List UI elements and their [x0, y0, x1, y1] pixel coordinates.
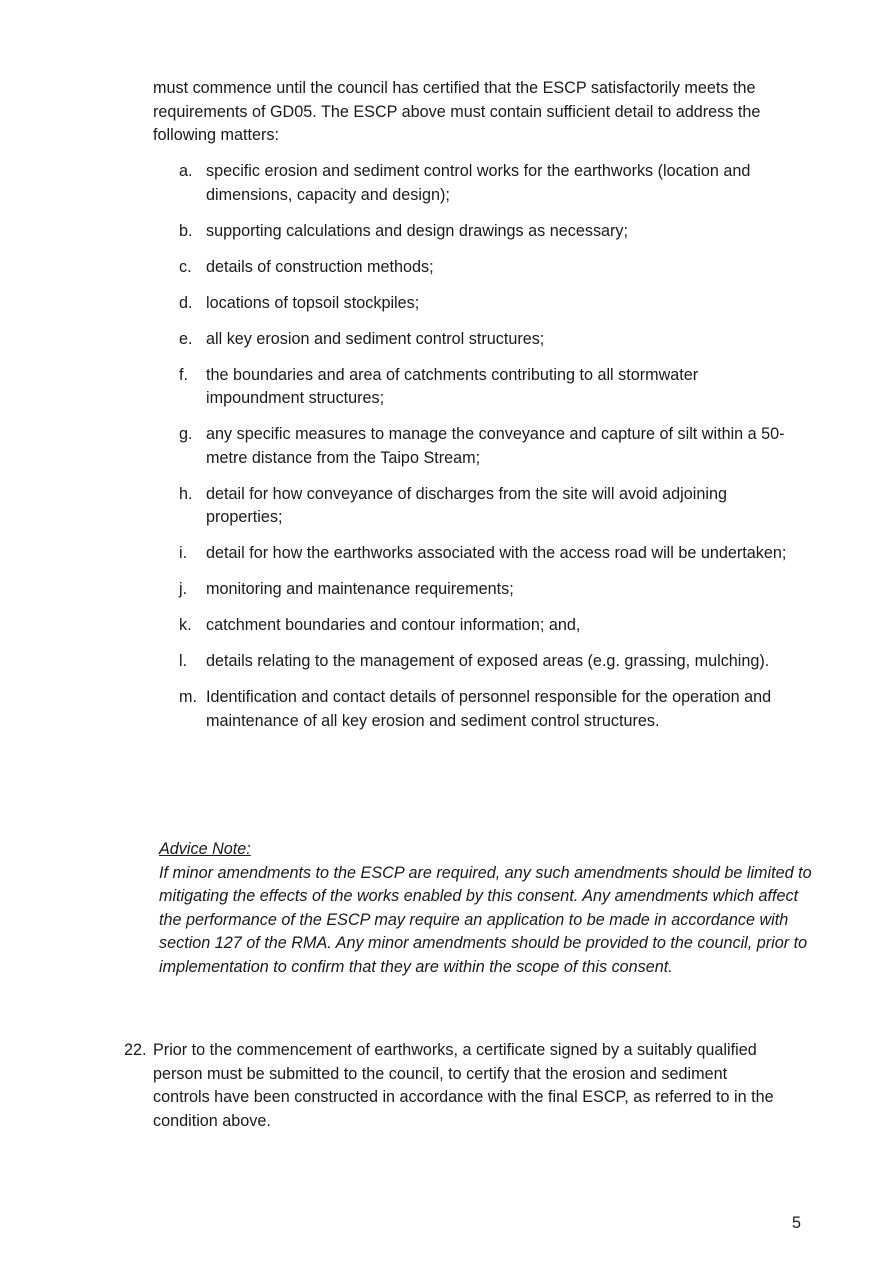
list-item — [0, 483, 796, 530]
condition-22 — [0, 1039, 880, 1133]
list-item-text: locations of topsoil stockpiles; — [206, 293, 420, 312]
list-item — [0, 686, 796, 733]
matters-list — [0, 160, 880, 746]
condition-number: 22. — [124, 1041, 147, 1059]
list-marker: a. — [179, 162, 193, 180]
intro-paragraph: must commence until the council has certified that the ESCP satisfactorily meets the requirements of GD05. The ESCP above must contain sufficient detail to address the following matters: — [153, 79, 761, 144]
list-item-text: all key erosion and sediment control structures; — [206, 329, 545, 348]
list-item-text: details of construction methods; — [206, 257, 434, 276]
list-marker: g. — [179, 425, 193, 443]
list-marker: f. — [179, 365, 188, 384]
list-marker: l. — [179, 652, 188, 670]
list-item — [0, 292, 796, 316]
list-item — [0, 160, 796, 207]
list-item-text: detail for how conveyance of discharges from the site will avoid adjoining properties; — [206, 484, 727, 526]
list-item-text: any specific measures to manage the conveyance and capture of silt within a 50-metre distance from the Taipo Stream; — [206, 425, 785, 467]
list-item — [0, 614, 796, 638]
condition-text: Prior to the commencement of earthworks, a certificate signed by a suitably qualified person must be submitted to the council, to certify that the erosion and sediment controls have been constructed in accordance with the final ESCP, as referred to in the condition above. — [153, 1041, 774, 1130]
list-marker: j. — [179, 580, 188, 598]
list-item — [0, 542, 796, 566]
page-number: 5 — [791, 1214, 801, 1232]
list-item-text: catchment boundaries and contour information; and, — [206, 616, 581, 634]
list-marker: k. — [179, 616, 192, 634]
list-item-text: Identification and contact details of personnel responsible for the operation and maintenance of all key erosion and sediment control structures. — [206, 688, 772, 730]
list-marker: h. — [179, 484, 193, 503]
list-item — [0, 578, 796, 602]
list-item — [0, 650, 796, 674]
list-item-text: detail for how the earthworks associated with the access road will be undertaken; — [206, 544, 787, 562]
list-marker: b. — [179, 221, 193, 240]
list-marker: e. — [179, 329, 193, 348]
list-item-text: supporting calculations and design drawings as necessary; — [206, 221, 629, 240]
advice-note-heading: Advice Note: — [159, 840, 251, 858]
list-marker: d. — [179, 293, 193, 312]
list-item — [0, 328, 796, 352]
list-marker: c. — [179, 257, 192, 276]
advice-note-body: If minor amendments to the ESCP are required, any such amendments should be limited to mitigating the effects of the works enabled by this consent. Any amendments which affect the performance of the ESCP may require an application to be made in accordance with section 127 of the RMA. Any minor amendments should be provided to the council, prior to implementation to confirm that they are within the scope of this consent. — [159, 863, 812, 976]
list-marker: i. — [179, 544, 188, 562]
list-item — [0, 423, 796, 470]
list-item — [0, 364, 796, 411]
list-item — [0, 220, 796, 244]
list-item-text: monitoring and maintenance requirements; — [206, 580, 514, 598]
list-marker: m. — [179, 688, 197, 706]
list-item-text: details relating to the management of exposed areas (e.g. grassing, mulching). — [206, 652, 770, 670]
list-item — [0, 256, 796, 280]
list-item-text: the boundaries and area of catchments contributing to all stormwater impoundment structures; — [206, 365, 699, 407]
advice-note — [159, 838, 819, 979]
list-item-text: specific erosion and sediment control works for the earthworks (location and dimensions, capacity and design); — [206, 162, 751, 204]
